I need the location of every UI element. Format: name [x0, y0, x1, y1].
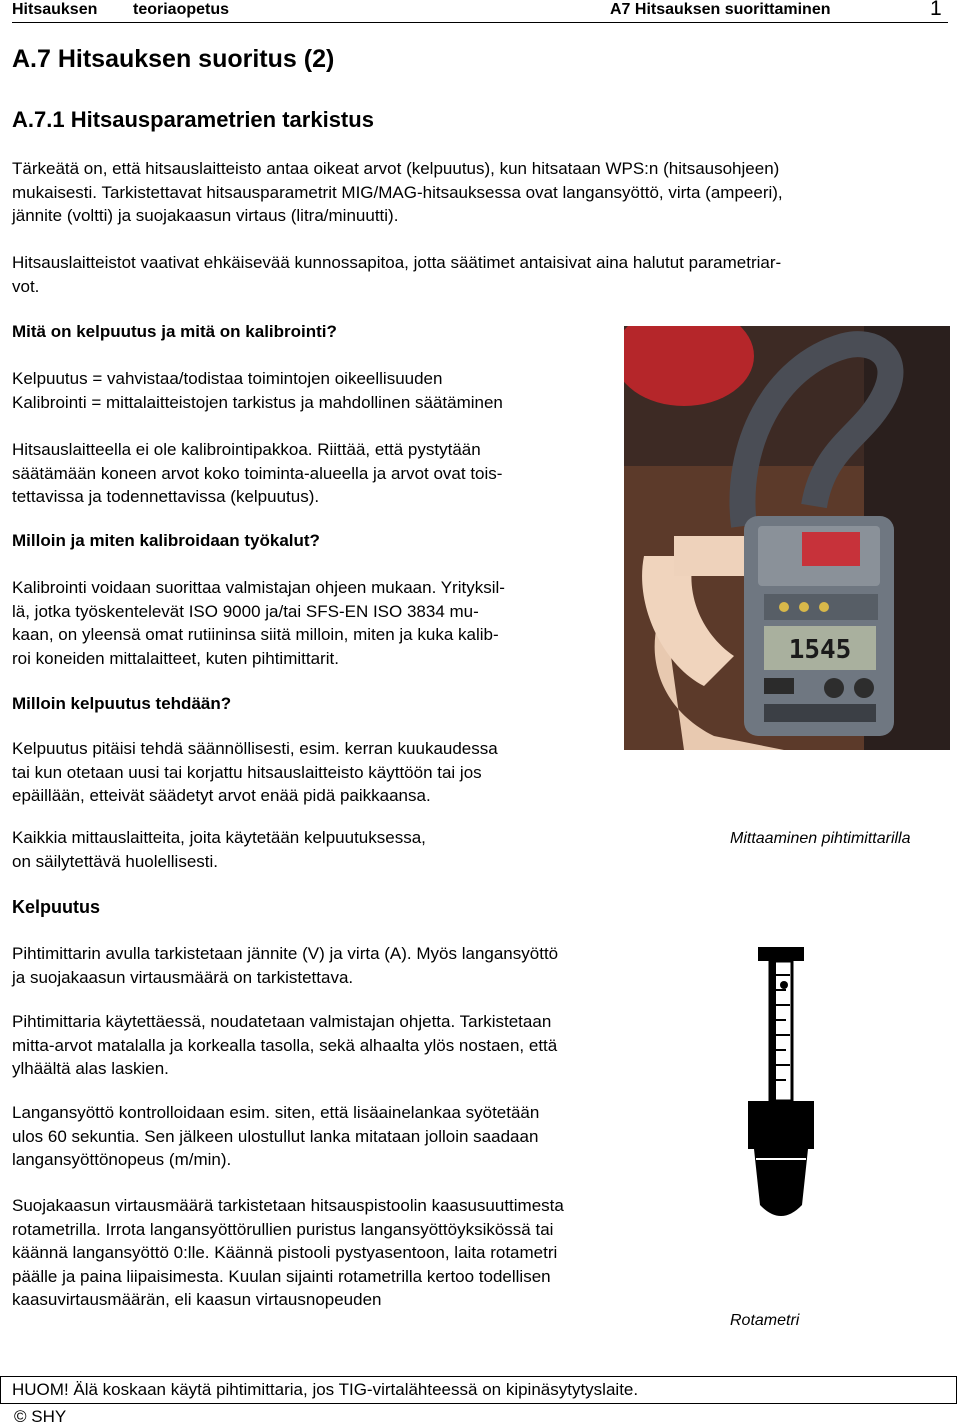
text-line: Kelpuutus pitäisi tehdä säännöllisesti, esim. kerran kuukaudessa — [12, 739, 498, 758]
text-line: tai kun otetaan uusi tai korjattu hitsauslaitteisto käyttöön tai jos — [12, 762, 482, 782]
text-line: mukaisesti. Tarkistettavat hitsausparametrit MIG/MAG-hitsauksessa ovat langansyöttö, virta (ampeeri), — [12, 182, 783, 202]
text-line: kaasuvirtausmäärän, eli kaasun virtausnopeuden — [12, 1290, 382, 1309]
photo-caption: Mittaaminen pihtimittarilla — [730, 830, 911, 847]
warning-note: HUOM! Älä koskaan käytä pihtimittaria, jos TIG-virtalähteessä on kipinäsytytyslaite. — [0, 1376, 957, 1404]
q2-heading: Milloin ja miten kalibroidaan työkalut? — [12, 531, 320, 550]
text-line: Tärkeätä on, että hitsauslaitteisto antaa oikeat arvot (kelpuutus), kun hitsataan WPS:n (hitsausohjeen) — [12, 159, 780, 178]
kelpuutus-paragraph-4 — [12, 1194, 692, 1312]
q1-definitions — [12, 367, 612, 414]
care-note — [12, 826, 612, 873]
text-line: tettavissa ja todennettavissa (kelpuutus). — [12, 487, 320, 506]
page-title: A.7 Hitsauksen suoritus (2) — [12, 45, 335, 73]
text-line: kaan, on yleensä omat rutiininsa siitä milloin, miten ja kuka kalib- — [12, 625, 499, 644]
rotameter-illustration — [740, 945, 840, 1235]
maintenance-paragraph — [12, 251, 952, 298]
text-line: lä, jotka työskentelevät ISO 9000 ja/tai SFS-EN ISO 3834 mu- — [12, 601, 479, 621]
q2-body — [12, 576, 612, 670]
text-line: ulos 60 sekuntia. Sen jälkeen ulostullut lanka mitataan jolloin saadaan — [12, 1126, 539, 1146]
text-line: käännä langansyöttö 0:lle. Käännä pistooli pystyasentoon, laita rotametri — [12, 1243, 558, 1262]
text-line: Kalibrointi voidaan suorittaa valmistajan ohjeen mukaan. Yrityksil- — [12, 578, 505, 597]
text-line: Pihtimittaria käytettäessä, noudatetaan valmistajan ohjetta. Tarkistetaan — [12, 1012, 552, 1031]
text-line: Hitsauslaitteella ei ole kalibrointipakkoa. Riittää, että pystytään — [12, 440, 481, 459]
text-line: Kaikkia mittauslaitteita, joita käytetään kelpuutuksessa, — [12, 828, 426, 847]
text-line: säätämään koneen arvot koko toiminta-alueella ja arvot ovat tois- — [12, 463, 503, 483]
kelpuutus-paragraph-3 — [12, 1101, 692, 1172]
text-line: mitta-arvot matalalla ja korkealla tasolla, sekä alhaalta ylös nostaen, että — [12, 1035, 558, 1055]
header-left-1: Hitsauksen — [12, 1, 98, 18]
q3-body — [12, 737, 612, 808]
text-line: ja suojakaasun virtausmäärä on tarkistettava. — [12, 967, 354, 987]
kelpuutus-heading: Kelpuutus — [12, 897, 100, 917]
rotameter-caption: Rotametri — [730, 1312, 800, 1329]
intro-paragraph — [12, 157, 952, 228]
text-line: Suojakaasun virtausmäärä tarkistetaan hitsauspistoolin kaasusuuttimesta — [12, 1196, 564, 1215]
text-line: päälle ja paina liipaisimesta. Kuulan sijainti rotametrilla kertoo todellisen — [12, 1266, 551, 1286]
meter-display-value: 1545 — [788, 635, 852, 665]
clamp-meter-photo — [624, 326, 950, 750]
text-line: vot. — [12, 276, 40, 296]
text-line: Hitsauslaitteistot vaativat ehkäisevää kunnossapitoa, jotta säätimet antaisivat aina halutut parametriar- — [12, 253, 782, 272]
header-left-2: teoriaopetus — [133, 1, 230, 18]
section-title: A.7.1 Hitsausparametrien tarkistus — [12, 107, 374, 132]
page-number: 1 — [930, 0, 942, 20]
q3-heading: Milloin kelpuutus tehdään? — [12, 694, 232, 713]
q1-heading: Mitä on kelpuutus ja mitä on kalibrointi? — [12, 322, 337, 341]
text-line: ylhäältä alas laskien. — [12, 1059, 169, 1078]
text-line: rotametrilla. Irrota langansyöttörullien puristus langansyöttöyksikössä tai — [12, 1219, 554, 1239]
text-line: Kalibrointi = mittalaitteistojen tarkistus ja mahdollinen säätäminen — [12, 392, 503, 412]
text-line: Langansyöttö kontrolloidaan esim. siten, että lisäainelankaa syötetään — [12, 1103, 540, 1122]
text-line: epäillään, etteivät säädetyt arvot enää pidä paikkaansa. — [12, 786, 431, 805]
kelpuutus-paragraph-2 — [12, 1010, 692, 1081]
header-rule — [12, 22, 948, 23]
kelpuutus-paragraph-1 — [12, 942, 692, 989]
text-line: Kelpuutus = vahvistaa/todistaa toimintojen oikeellisuuden — [12, 369, 443, 388]
q1-body — [12, 438, 612, 509]
text-line: langansyöttönopeus (m/min). — [12, 1150, 232, 1169]
text-line: roi koneiden mittalaitteet, kuten pihtimittarit. — [12, 648, 339, 668]
text-line: on säilytettävä huolellisesti. — [12, 851, 219, 871]
text-line: Pihtimittarin avulla tarkistetaan jännite (V) ja virta (A). Myös langansyöttö — [12, 944, 559, 963]
copyright: © SHY — [14, 1407, 67, 1426]
header-right: A7 Hitsauksen suorittaminen — [610, 1, 831, 18]
clamp-meter-illustration — [624, 326, 950, 750]
text-line: jännite (voltti) ja suojakaasun virtaus (litra/minuutti). — [12, 206, 399, 225]
